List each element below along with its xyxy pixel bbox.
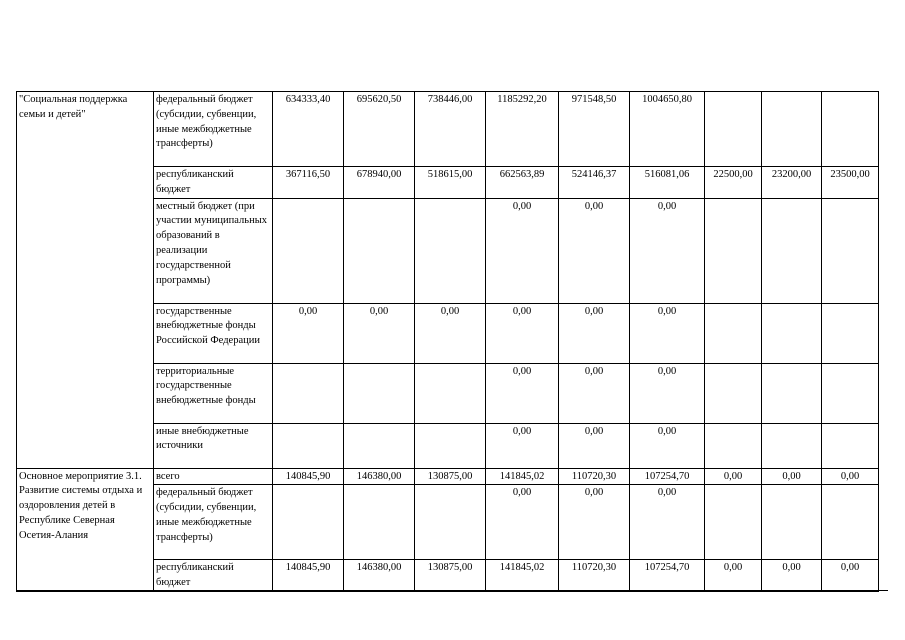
amount-cell: 140845,90 <box>273 468 344 485</box>
amount-cell: 110720,30 <box>559 468 630 485</box>
amount-cell <box>822 92 879 167</box>
amount-cell: 0,00 <box>415 303 486 363</box>
amount-cell <box>822 485 879 560</box>
amount-cell: 0,00 <box>762 468 822 485</box>
amount-cell: 146380,00 <box>344 468 415 485</box>
table-row <box>17 468 879 485</box>
amount-cell <box>822 363 879 423</box>
amount-cell <box>415 363 486 423</box>
amount-cell: 662563,89 <box>486 167 559 199</box>
amount-cell <box>273 423 344 468</box>
amount-cell: 0,00 <box>762 560 822 592</box>
amount-cell <box>273 485 344 560</box>
amount-cell: 367116,50 <box>273 167 344 199</box>
funding-source-cell: республиканский бюджет <box>154 560 273 592</box>
amount-cell <box>705 303 762 363</box>
program-name-cell: "Социальная поддержка семьи и детей" <box>17 92 154 469</box>
funding-source-cell: иные внебюджетные источники <box>154 423 273 468</box>
amount-cell: 0,00 <box>705 560 762 592</box>
amount-cell: 0,00 <box>559 198 630 303</box>
amount-cell <box>762 423 822 468</box>
amount-cell: 110720,30 <box>559 560 630 592</box>
amount-cell <box>344 363 415 423</box>
amount-cell: 0,00 <box>486 485 559 560</box>
budget-table <box>16 91 879 592</box>
amount-cell <box>273 363 344 423</box>
amount-cell <box>762 198 822 303</box>
amount-cell <box>762 92 822 167</box>
amount-cell <box>415 198 486 303</box>
amount-cell: 0,00 <box>486 198 559 303</box>
amount-cell <box>344 485 415 560</box>
amount-cell: 0,00 <box>486 363 559 423</box>
amount-cell: 0,00 <box>559 423 630 468</box>
amount-cell <box>762 485 822 560</box>
funding-source-cell: государственные внебюджетные фонды Российской Федерации <box>154 303 273 363</box>
amount-cell <box>705 92 762 167</box>
amount-cell: 0,00 <box>630 198 705 303</box>
amount-cell: 678940,00 <box>344 167 415 199</box>
amount-cell: 0,00 <box>630 485 705 560</box>
amount-cell: 518615,00 <box>415 167 486 199</box>
document-page <box>16 91 879 592</box>
amount-cell: 0,00 <box>630 363 705 423</box>
funding-source-cell: всего <box>154 468 273 485</box>
amount-cell <box>705 423 762 468</box>
amount-cell <box>822 423 879 468</box>
amount-cell <box>273 198 344 303</box>
funding-source-cell: республиканский бюджет <box>154 167 273 199</box>
amount-cell <box>415 485 486 560</box>
amount-cell: 0,00 <box>486 303 559 363</box>
page-bottom-rule <box>16 590 888 591</box>
amount-cell: 0,00 <box>822 468 879 485</box>
amount-cell: 738446,00 <box>415 92 486 167</box>
amount-cell <box>705 363 762 423</box>
amount-cell: 146380,00 <box>344 560 415 592</box>
amount-cell <box>415 423 486 468</box>
amount-cell: 516081,06 <box>630 167 705 199</box>
amount-cell: 1004650,80 <box>630 92 705 167</box>
funding-source-cell: территориальные государственные внебюджетные фонды <box>154 363 273 423</box>
amount-cell <box>762 363 822 423</box>
amount-cell <box>344 198 415 303</box>
amount-cell: 107254,70 <box>630 560 705 592</box>
amount-cell <box>705 198 762 303</box>
amount-cell: 23500,00 <box>822 167 879 199</box>
amount-cell: 141845,02 <box>486 560 559 592</box>
program-name-cell: Основное мероприятие 3.1. Развитие системы отдыха и оздоровления детей в Республике Северная Осетия-Алания <box>17 468 154 591</box>
amount-cell: 140845,90 <box>273 560 344 592</box>
amount-cell <box>705 485 762 560</box>
amount-cell: 107254,70 <box>630 468 705 485</box>
amount-cell <box>762 303 822 363</box>
amount-cell: 0,00 <box>630 423 705 468</box>
amount-cell <box>344 423 415 468</box>
amount-cell: 141845,02 <box>486 468 559 485</box>
amount-cell: 130875,00 <box>415 468 486 485</box>
amount-cell: 130875,00 <box>415 560 486 592</box>
funding-source-cell: федеральный бюджет (субсидии, субвенции, иные межбюджетные трансферты) <box>154 92 273 167</box>
amount-cell <box>822 198 879 303</box>
amount-cell: 23200,00 <box>762 167 822 199</box>
amount-cell: 0,00 <box>344 303 415 363</box>
budget-table-body <box>17 92 879 592</box>
table-row <box>17 92 879 167</box>
amount-cell: 0,00 <box>486 423 559 468</box>
amount-cell: 634333,40 <box>273 92 344 167</box>
amount-cell: 0,00 <box>630 303 705 363</box>
amount-cell: 1185292,20 <box>486 92 559 167</box>
amount-cell: 0,00 <box>559 363 630 423</box>
amount-cell: 0,00 <box>273 303 344 363</box>
funding-source-cell: местный бюджет (при участии муниципальных образований в реализации государственной программы) <box>154 198 273 303</box>
amount-cell <box>822 303 879 363</box>
funding-source-cell: федеральный бюджет (субсидии, субвенции, иные межбюджетные трансферты) <box>154 485 273 560</box>
amount-cell: 0,00 <box>705 468 762 485</box>
amount-cell: 524146,37 <box>559 167 630 199</box>
amount-cell: 0,00 <box>559 485 630 560</box>
amount-cell: 971548,50 <box>559 92 630 167</box>
amount-cell: 695620,50 <box>344 92 415 167</box>
amount-cell: 0,00 <box>559 303 630 363</box>
amount-cell: 22500,00 <box>705 167 762 199</box>
amount-cell: 0,00 <box>822 560 879 592</box>
